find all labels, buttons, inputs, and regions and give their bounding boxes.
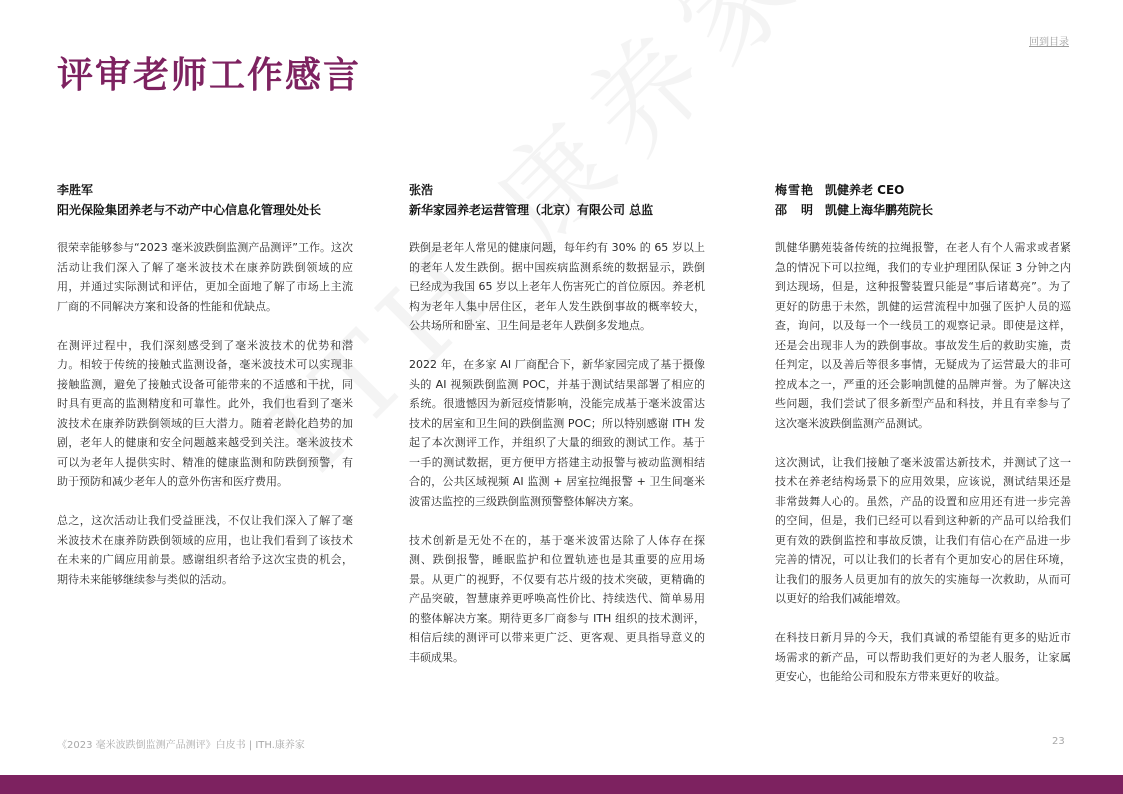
paragraph: 总之，这次活动让我们受益匪浅，不仅让我们深入了解了毫米波技术在康养防跌倒领域的应用，也让我们看到了该技术在未来的广阔应用前景。感谢组织者给予这次宝贵的机会，期待未来能够继续参与类似的活动。 <box>57 514 353 586</box>
author-name: 李胜军 <box>57 183 94 197</box>
author-role: 凯健上海华鹏苑院长 <box>825 203 934 217</box>
author-name: 梅雪艳 <box>775 183 815 197</box>
testimonial-body <box>775 238 1071 687</box>
paragraph: 技术创新是无处不在的，基于毫米波雷达除了人体存在探测、跌倒报警，睡眠监护和位置轨迹也是其重要的应用场景。从更广的视野，不仅要有芯片级的技术突破，更精确的产品突破，智慧康养更呼唤高性价比、持续迭代、简单易用的整体解决方案。期待更多厂商参与 ITH 组织的技术测评，相信后续的测评可以带来更广泛、更客观、更具指导意义的丰硕成果。 <box>409 533 705 664</box>
testimonial-column-1 <box>57 180 353 609</box>
paragraph: 2022 年，在多家 AI 厂商配合下，新华家园完成了基于摄像头的 AI 视频跌倒监测 POC，并基于测试结果部署了相应的系统。很遗憾因为新冠疫情影响，没能完成基于毫米波雷达技术的居室和卫生间的跌倒监测 POC；所以特别感谢 ITH 发起了本次测评工作，并组织了大量的细致的测试工作。基于一手的测试数据，更方便甲方搭建主动报警与被动监测相结合的，公共区域视频 AI 监测 + 居室拉绳报警 + 卫生间毫米波雷达监控的三级跌倒监测预警整体解决方案。 <box>409 358 705 508</box>
author-name: 邵 明 <box>775 203 815 217</box>
author-line <box>775 180 1071 200</box>
author-name: 张浩 <box>409 183 434 197</box>
page-title: 评审老师工作感言 <box>57 55 362 96</box>
testimonial-column-2 <box>409 180 705 687</box>
paragraph: 很荣幸能够参与“2023 毫米波跌倒监测产品测评”工作。这次活动让我们深入了解了毫米波技术在康养防跌倒领域的应用，并通过实际测试和评估，更加全面地了解了市场上主流厂商的不同解决方案和设备的性能和优缺点。 <box>57 241 353 313</box>
paragraph: 凯健华鹏苑装备传统的拉绳报警，在老人有个人需求或者紧急的情况下可以拉绳，我们的专业护理团队保证 3 分钟之内到达现场，但是，这种报警装置只能是“事后诸葛亮”。为了更好的防患于未然，凯健的运营流程中加强了医护人员的巡查，询问，以及每一个一线员工的观察记录。即使是这样，还是会出现非人为的跌倒事故。事故发生后的救助实施，责任判定，以及善后等很多事情，无疑成为了运营最大的非可控成本之一，严重的还会影响凯健的品牌声誉。为了解决这些问题，我们尝试了很多新型产品和科技，并且有幸参与了这次毫米波跌倒监测产品测试。 <box>775 241 1071 430</box>
paragraph: 跌倒是老年人常见的健康问题，每年约有 30% 的 65 岁以上的老年人发生跌倒。据中国疾病监测系统的数据显示，跌倒已经成为我国 65 岁以上老年人伤害死亡的首位原因。养老机构为老年人集中居住区，老年人发生跌倒事故的概率较大，公共场所和卧室、卫生间是老年人跌倒多发地点。 <box>409 241 705 332</box>
testimonial-body <box>57 238 353 589</box>
author-role: 新华家园养老运营管理（北京）有限公司 总监 <box>409 203 654 217</box>
author-role: 阳光保险集团养老与不动产中心信息化管理处处长 <box>57 203 322 217</box>
paragraph: 在测评过程中，我们深刻感受到了毫米波技术的优势和潜力。相较于传统的接触式监测设备，毫米波技术可以实现非接触监测，避免了接触式设备可能带来的不适感和干扰，同时具有更高的监测精度和可靠性。此外，我们也看到了毫米波技术在康养防跌倒领域的巨大潜力。随着老龄化趋势的加剧，老年人的健康和安全问题越来越受到关注。毫米波技术可以为老年人提供实时、精准的健康监测和防跌倒预警，有助于预防和减少老年人的意外伤害和医疗费用。 <box>57 338 353 488</box>
page-number: 23 <box>1052 736 1065 747</box>
back-to-contents-link[interactable]: 回到目录 <box>1029 37 1069 48</box>
author-line <box>775 200 1071 220</box>
bottom-bar <box>0 775 1123 794</box>
paragraph: 这次测试，让我们接触了毫米波雷达新技术，并测试了这一技术在养老结构场景下的应用效果，应该说，测试结果还是非常鼓舞人心的。虽然，产品的设置和应用还有进一步完善的空间，但是，我们已经可以看到这种新的产品可以给我们更有效的跌倒监控和事故反馈，让我们有信心在产品进一步完善的情况，可以让我们的长者有个更加安心的居住环境，让我们的服务人员更加有的放矢的实施每一次救助，从而可以更好的给我们减能增效。 <box>775 455 1071 605</box>
testimonial-column-3 <box>775 180 1071 706</box>
footer-text: 《2023 毫米波跌倒监测产品测评》白皮书 | ITH.康养家 <box>57 740 305 751</box>
paragraph: 在科技日新月异的今天，我们真诚的希望能有更多的贴近市场需求的新产品，可以帮助我们更好的为老人服务，让家属更安心，也能给公司和股东方带来更好的收益。 <box>775 631 1071 683</box>
testimonial-body <box>409 238 705 667</box>
author-role: 凯健养老 CEO <box>825 183 905 197</box>
